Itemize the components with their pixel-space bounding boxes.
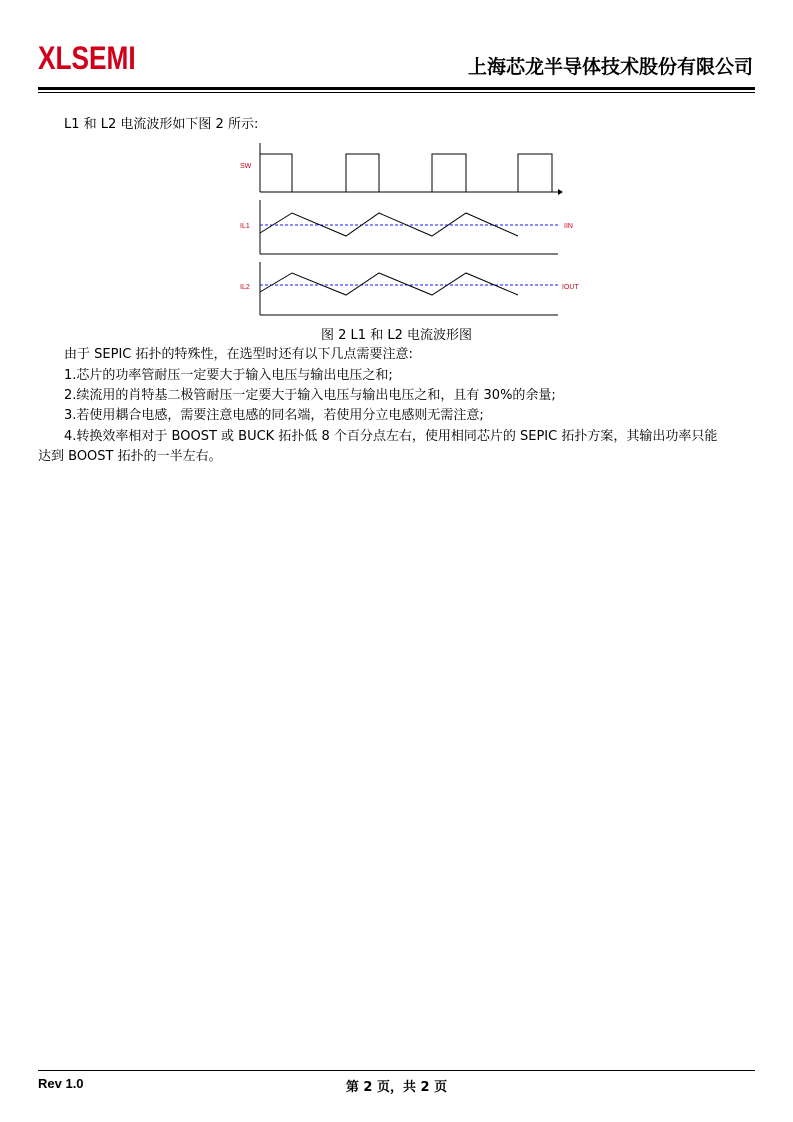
iout-label: IOUT (562, 284, 579, 291)
footer-rule (38, 1070, 755, 1071)
paragraph-sepic-notes: 由于 SEPIC 拓扑的特殊性，在选型时还有以下几点需要注意: (64, 347, 413, 362)
intro-text: L1 和 L2 电流波形如下图 2 所示: (64, 117, 259, 132)
sw-waveform (260, 154, 552, 192)
revision-label: Rev 1.0 (38, 1076, 84, 1091)
header-rule-thin (38, 92, 755, 93)
note-item-4-line1: 4.转换效率相对于 BOOST 或 BUCK 拓扑低 8 个百分点左右，使用相同芯片的 SEPIC 拓扑方案，其输出功率只能 (64, 429, 718, 444)
iin-label: IIN (564, 223, 573, 230)
il1-waveform (260, 213, 518, 236)
sw-label: SW (240, 163, 252, 170)
sw-axis-arrow (558, 189, 563, 195)
header-rule-thick (38, 87, 755, 90)
il1-label: IL1 (240, 223, 250, 230)
note-item-4-line2: 达到 BOOST 拓扑的一半左右。 (38, 449, 222, 464)
il2-waveform (260, 273, 518, 295)
page-number: 第 2 页，共 2 页 (345, 1080, 448, 1095)
note-item-1: 1.芯片的功率管耐压一定要大于输入电压与输出电压之和; (64, 368, 393, 383)
note-item-2: 2.续流用的肖特基二极管耐压一定要大于输入电压与输出电压之和，且有 30%的余量; (64, 388, 556, 403)
current-waveform-figure (236, 140, 579, 322)
note-item-3: 3.若使用耦合电感，需要注意电感的同名端，若使用分立电感则无需注意; (64, 408, 484, 423)
xlsemi-logo: XLSEMI (38, 40, 136, 76)
company-name: 上海芯龙半导体技术股份有限公司 (467, 56, 753, 78)
figure-caption: 图 2 L1 和 L2 电流波形图 (321, 328, 472, 343)
il2-label: IL2 (240, 284, 250, 291)
